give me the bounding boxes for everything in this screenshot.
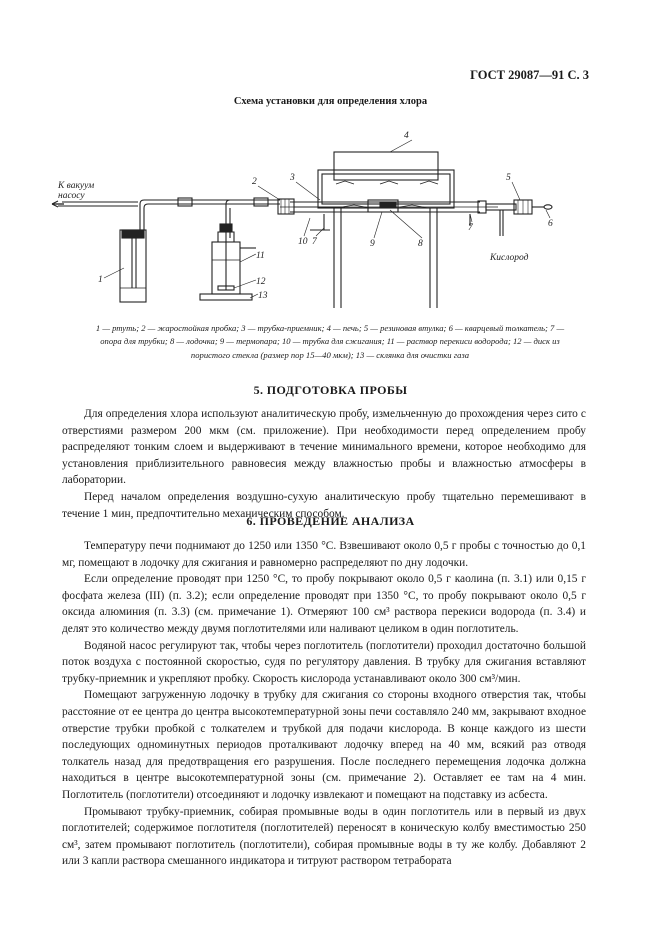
figure-title: Схема установки для определения хлора	[233, 96, 428, 107]
apparatus-diagram	[40, 118, 620, 318]
label-2: 2	[252, 177, 257, 187]
paragraph: Температуру печи поднимают до 1250 или 1350 °С. Взвешивают около 0,5 г пробы с точностью до 0,1 мг, помещают в лодочку для сжигания и равномерно распределяют по дну лодочки.	[62, 540, 586, 569]
section-6-title: 6. ПРОВЕДЕНИЕ АНАЛИЗА	[246, 514, 415, 528]
figure-legend	[40, 322, 620, 362]
legend-line-1: 1 — ртуть; 2 — жаростойкая пробка; 3 — трубка-приемник; 4 — печь; 5 — резиновая втулка; 6 — кварцевый толкатель; 7 —	[95, 323, 565, 333]
gas-washing-bottle	[200, 224, 256, 300]
vacuum-label-2: насосу	[58, 191, 85, 201]
paragraph: Для определения хлора используют аналитическую пробу, измельченную до прохождения через сито с отверстиями размером 200 мкм (см. приложение). При необходимости перед определением пробу распределяют тонким слоем и выдерживают в течение минимального времени, которое необходимо для установления приблизительного равновесия между влажностью пробы и влажностью атмосферы в лаборатории.	[62, 408, 586, 487]
page-header: ГОСТ 29087—91 С. 3	[470, 68, 589, 82]
paragraph: Водяной насос регулируют так, чтобы через поглотитель (поглотители) проходил достаточно большой поток воздуха с постоянной скоростью, судя по регулятору давления. В трубку для сжигания вставляют трубку-приемник и укрепляют пробку. Скорость кислорода устанавливают около 300 см³/мин.	[62, 639, 586, 685]
mercury-vessel	[120, 230, 146, 302]
label-12: 12	[256, 277, 266, 287]
label-1: 1	[98, 275, 103, 285]
label-3: 3	[290, 173, 295, 183]
legend-line-2: опора для трубки; 8 — лодочка; 9 — термопара; 10 — трубка для сжигания; 11 — раствор перекиси водорода; 12 — диск из	[100, 336, 560, 347]
label-10: 10	[298, 237, 308, 247]
paragraph: Перед началом определения воздушно-сухую аналитическую пробу тщательно перемешивают в течение 1 мин, предпочтительно механическим способом.	[62, 490, 586, 520]
label-7a: 7	[312, 237, 317, 247]
paragraph: Промывают трубку-приемник, собирая промывные воды в один поглотитель или в первый из двух поглотителей; содержимое поглотителя (поглотителей) переносят в коническую колбу вместимостью 250 см³, затем промывают поглотитель (поглотители), собирая промывные воды в ту же колбу. Добавляют 2 или 3 капли раствора смешанного индикатора и титруют раствором тетрабората	[62, 805, 586, 868]
paragraph: Помещают загруженную лодочку в трубку для сжигания со стороны входного отверстия так, чтобы расстояние от ее центра до центра высокотемпературной зоны печи составляло 240 мм, закрывают входное отверстие трубки пробкой с толкателем и трубкой для подачи кислорода. В конце каждого из шести последующих одноминутных периодов проталкивают лодочку вперед на 40 мм, всякий раз отводя толкатель назад для предотвращения его разрушения. После последнего перемещения лодочка должна находиться в центре высокотемпературной зоны (см. примечание 2). Оставляет ее там на 4 мин. Поглотитель (поглотители) отсоединяют и лодочку извлекают и помещают на подставку из асбеста.	[62, 689, 586, 801]
section-5-title: 5. ПОДГОТОВКА ПРОБЫ	[253, 383, 408, 397]
oxygen-label: Кислород	[490, 253, 529, 263]
section-6-body	[62, 538, 586, 870]
label-8: 8	[418, 239, 423, 249]
label-11: 11	[256, 251, 265, 261]
tubing	[52, 198, 280, 238]
combustion-tube	[278, 199, 552, 236]
legend-line-3: пористого стекла (размер пор 15—40 мкм); 13 — склянка для очистки газа	[190, 349, 470, 360]
section-5-body	[62, 406, 586, 522]
vacuum-label-1: К вакуум	[58, 181, 95, 191]
label-13: 13	[258, 291, 268, 301]
paragraph: Если определение проводят при 1250 °С, то пробу покрывают около 0,5 г каолина (п. 3.1) или 0,15 г фосфата железа (III) (п. 3.2); если определение проводят при 1350 °С, то пробу покрывают около 0,5 г оксида алюминия (п. 3.3) (см. примечание 1). Отмеряют 100 см³ раствора перекиси водорода (п. 3.4) и делят это количество между двумя поглотителями или наливают целиком в один поглотитель.	[62, 573, 586, 635]
label-6: 6	[548, 219, 553, 229]
label-9: 9	[370, 239, 375, 249]
furnace	[318, 152, 454, 308]
label-5: 5	[506, 173, 511, 183]
label-4: 4	[404, 131, 409, 141]
label-7b: 7	[468, 223, 473, 233]
